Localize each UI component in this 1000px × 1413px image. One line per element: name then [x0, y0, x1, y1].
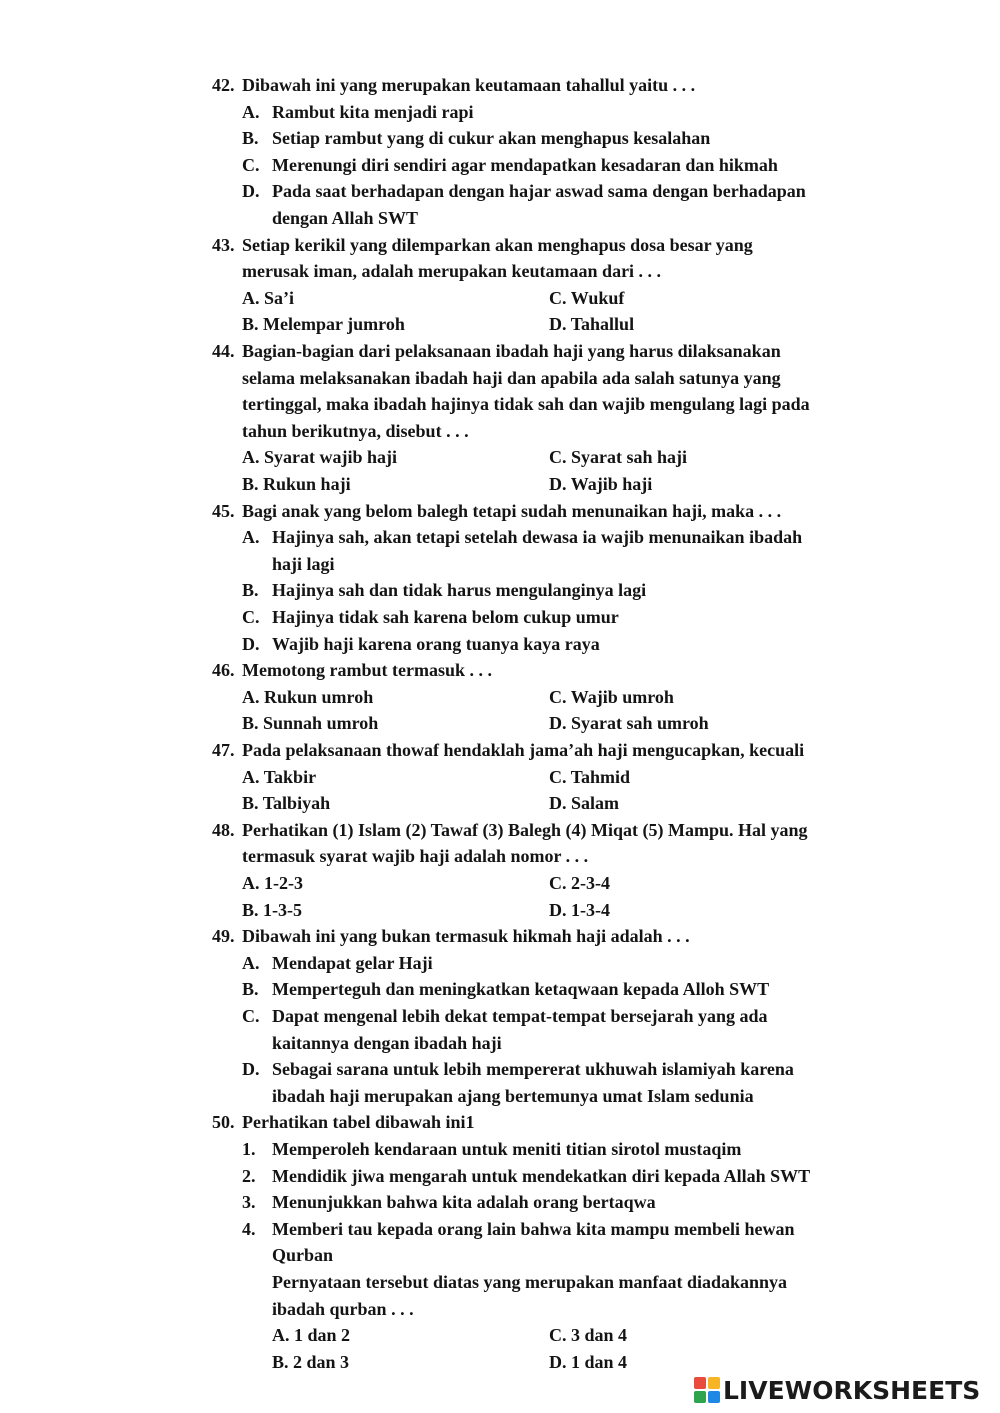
option-text: Syarat sah umroh: [571, 713, 709, 734]
option-c: [549, 285, 624, 311]
option-letter: A.: [242, 447, 260, 468]
question-number: 48.: [212, 819, 235, 840]
option-letter: A.: [242, 766, 260, 787]
option-text: 3 dan 4: [571, 1325, 628, 1346]
option-c: [549, 764, 630, 790]
question-text: ibadah qurban . . .: [272, 1298, 414, 1319]
statement-text: Memperoleh kendaraan untuk meniti titian sirotol mustaqim: [272, 1139, 742, 1159]
option-b: [242, 897, 302, 923]
option-text: haji lagi: [272, 553, 335, 574]
option-letter: D.: [549, 1351, 567, 1372]
option-text: Talbiyah: [262, 793, 331, 814]
option-letter: C.: [242, 1006, 260, 1026]
option-text: Mendapat gelar Haji: [272, 952, 433, 973]
option-letter: A.: [242, 527, 260, 548]
question-text: tahun berikutnya, disebut . . .: [242, 420, 469, 441]
option-text: Salam: [571, 793, 620, 814]
option-d: [549, 897, 610, 923]
option-letter: D.: [549, 314, 567, 335]
question-number: 47.: [212, 740, 235, 760]
option-letter: C.: [242, 607, 260, 627]
option-letter: D.: [242, 633, 260, 654]
option-text: Wajib umroh: [570, 686, 674, 707]
option-letter: A.: [272, 1325, 290, 1346]
option-text: Setiap rambut yang di cukur akan menghapus kesalahan: [272, 128, 711, 149]
option-letter: C.: [549, 873, 567, 893]
option-text: 1 dan 2: [294, 1325, 351, 1346]
question-text: Dibawah ini yang merupakan keutamaan tahallul yaitu . . .: [242, 75, 696, 95]
option-a: [242, 285, 294, 311]
question-text: Pada pelaksanaan thowaf hendaklah jama’ah haji mengucapkan, kecuali: [242, 740, 805, 760]
option-letter: D.: [549, 793, 567, 814]
option-letter: B.: [242, 474, 259, 494]
option-text: Dapat mengenal lebih dekat tempat-tempat bersejarah yang ada: [272, 1006, 768, 1026]
option-letter: D.: [242, 181, 260, 202]
option-text: Sa’i: [264, 287, 295, 308]
option-c: [549, 684, 674, 710]
option-text: kaitannya dengan ibadah haji: [272, 1032, 502, 1053]
option-text: Wajib haji: [570, 474, 653, 494]
option-a: [242, 444, 397, 470]
option-text: dengan Allah SWT: [272, 208, 419, 228]
option-letter: C.: [549, 686, 567, 707]
question-text: Dibawah ini yang bukan termasuk hikmah haji adalah . . .: [242, 926, 690, 947]
option-text: Tahmid: [570, 766, 631, 787]
question-number: 43.: [212, 234, 235, 255]
statement-text: Memberi tau kepada orang lain bahwa kita mampu membeli hewan: [272, 1218, 795, 1239]
question-text: Bagian-bagian dari pelaksanaan ibadah haji yang harus dilaksanakan: [242, 341, 781, 361]
question-text: Bagi anak yang belom balegh tetapi sudah menunaikan haji, maka . . .: [242, 500, 782, 521]
option-letter: A.: [242, 101, 260, 122]
option-letter: B.: [242, 899, 259, 920]
option-c: [549, 870, 610, 896]
option-letter: A.: [242, 287, 260, 308]
option-letter: C.: [549, 766, 567, 787]
option-d: [549, 1349, 627, 1375]
option-letter: A.: [242, 952, 260, 973]
option-text: Wajib haji karena orang tuanya kaya raya: [272, 633, 600, 654]
option-a: [242, 764, 316, 790]
option-d: [549, 471, 652, 497]
option-text: Rukun haji: [263, 474, 351, 494]
option-text: Hajinya tidak sah karena belom cukup umur: [272, 607, 619, 627]
option-b: [242, 471, 351, 497]
question-text: selama melaksanakan ibadah haji dan apabila ada salah satunya yang: [242, 367, 781, 388]
option-a: [242, 870, 303, 896]
liveworksheets-logo: [694, 1374, 980, 1406]
statement-text: Mendidik jiwa mengarah untuk mendekatkan diri kepada Allah SWT: [272, 1165, 811, 1186]
option-letter: A.: [242, 873, 260, 893]
question-text: Setiap kerikil yang dilemparkan akan menghapus dosa besar yang: [242, 234, 753, 255]
question-number: 49.: [212, 926, 235, 947]
question-number: 44.: [212, 341, 235, 361]
option-text: Takbir: [263, 766, 317, 787]
question-text: merusak iman, adalah merupakan keutamaan dari . . .: [242, 261, 662, 282]
option-text: ibadah haji merupakan ajang bertemunya umat Islam sedunia: [272, 1085, 754, 1106]
statement-number: 1.: [242, 1139, 256, 1159]
question-text: Pernyataan tersebut diatas yang merupakan manfaat diadakannya: [272, 1272, 788, 1292]
option-letter: D.: [549, 713, 567, 734]
question-text: Perhatikan tabel dibawah ini1: [242, 1112, 475, 1133]
question-text: Perhatikan (1) Islam (2) Tawaf (3) Balegh (4) Miqat (5) Mampu. Hal yang: [242, 819, 808, 840]
option-letter: B.: [242, 793, 259, 814]
statement-number: 3.: [242, 1192, 256, 1213]
option-text: Syarat wajib haji: [264, 447, 398, 468]
option-text: Hajinya sah dan tidak harus mengulanginya lagi: [272, 580, 647, 601]
question-text: Memotong rambut termasuk . . .: [242, 660, 492, 681]
option-letter: B.: [242, 979, 259, 1000]
option-b: [242, 311, 405, 337]
liveworksheets-logo-icon: [694, 1377, 720, 1403]
option-c: [549, 444, 687, 470]
statement-text: Qurban: [272, 1245, 334, 1266]
option-letter: B.: [242, 713, 259, 734]
liveworksheets-logo-text: LIVEWORKSHEETS: [723, 1375, 981, 1405]
option-letter: A.: [242, 686, 260, 707]
option-text: Sunnah umroh: [263, 713, 379, 734]
question-number: 46.: [212, 660, 235, 681]
option-letter: B.: [242, 580, 259, 601]
option-d: [549, 710, 709, 736]
question-text: termasuk syarat wajib haji adalah nomor . . .: [242, 846, 589, 867]
option-c: [549, 1322, 627, 1348]
statement-text: Menunjukkan bahwa kita adalah orang bertaqwa: [272, 1192, 656, 1213]
option-letter: B.: [242, 314, 259, 335]
option-text: 1-3-5: [263, 899, 303, 920]
option-text: Memperteguh dan meningkatkan ketaqwaan kepada Alloh SWT: [272, 979, 770, 1000]
option-text: Rukun umroh: [264, 686, 374, 707]
option-letter: D.: [549, 899, 567, 920]
option-text: Rambut kita menjadi rapi: [272, 101, 474, 122]
option-text: Wukuf: [570, 287, 625, 308]
statement-number: 4.: [242, 1218, 256, 1239]
option-d: [549, 790, 619, 816]
option-text: Pada saat berhadapan dengan hajar aswad sama dengan berhadapan: [272, 181, 806, 202]
option-a: [242, 684, 373, 710]
option-text: Melempar jumroh: [263, 314, 405, 335]
option-text: Syarat sah haji: [571, 447, 688, 468]
statement-number: 2.: [242, 1165, 256, 1186]
option-letter: D.: [549, 474, 567, 494]
option-d: [549, 311, 634, 337]
option-letter: C.: [242, 154, 260, 175]
option-text: 2 dan 3: [293, 1351, 350, 1372]
option-text: 2-3-4: [571, 873, 610, 893]
question-text: tertinggal, maka ibadah hajinya tidak sah dan wajib mengulang lagi pada: [242, 394, 810, 415]
option-letter: C.: [549, 287, 567, 308]
option-text: 1 dan 4: [571, 1351, 628, 1372]
option-b: [272, 1349, 349, 1375]
option-text: Hajinya sah, akan tetapi setelah dewasa ia wajib menunaikan ibadah: [272, 527, 803, 548]
option-text: Merenungi diri sendiri agar mendapatkan kesadaran dan hikmah: [272, 154, 778, 175]
option-text: Tahallul: [570, 314, 635, 335]
question-number: 45.: [212, 500, 235, 521]
option-text: Sebagai sarana untuk lebih mempererat ukhuwah islamiyah karena: [272, 1059, 794, 1080]
option-letter: B.: [272, 1351, 289, 1372]
option-letter: D.: [242, 1059, 260, 1080]
option-text: 1-3-4: [571, 899, 610, 920]
option-letter: C.: [549, 447, 567, 468]
option-letter: B.: [242, 128, 259, 149]
option-text: 1-2-3: [264, 873, 303, 893]
option-letter: C.: [549, 1325, 567, 1346]
option-b: [242, 790, 330, 816]
question-number: 42.: [212, 75, 235, 95]
question-number: 50.: [212, 1112, 235, 1133]
option-a: [272, 1322, 350, 1348]
option-b: [242, 710, 378, 736]
